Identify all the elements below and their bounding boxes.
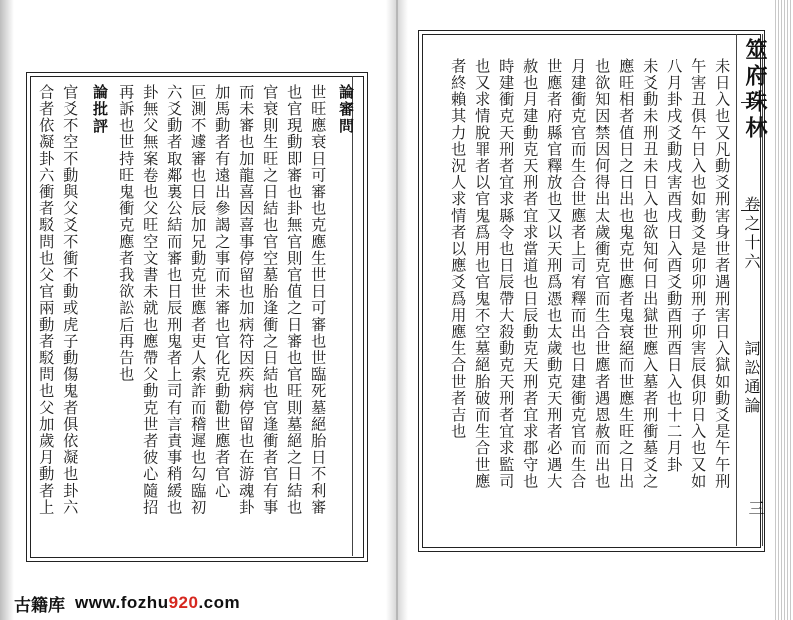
left-page-edge [0, 0, 14, 620]
watermark-site-name: 古籍库 [14, 595, 65, 615]
right-column-8: 世應者府縣官釋放也又以天刑爲憑也太歲動克天刑者必遇大 [545, 58, 564, 490]
watermark-url-number: 920 [168, 593, 199, 612]
watermark-url-prefix: www.fozhu [75, 593, 169, 612]
left-column-6: 叵測不遽審也日辰加兄動克世應者吏人索詐而稽遲也勾臨初 [189, 84, 208, 516]
site-watermark [0, 586, 344, 620]
left-column-3: 官衰則生旺之日結也官空墓胎逢衝之日結也官逢衝者官有事 [261, 84, 280, 516]
watermark-url[interactable] [75, 593, 240, 613]
right-column-5: 應旺相者值日之日出也鬼克世應者鬼衰絕而世應生旺之日出 [617, 58, 636, 490]
banner-rule-left [736, 34, 737, 546]
right-column-12: 者終賴其力也況人求情者以應爻爲用應生合世者吉也 [449, 58, 468, 440]
right-column-4: 未爻動未刑丑未日入也欲知何日出獄世應入墓者刑衝墓爻之 [641, 58, 660, 490]
book-title: 筮府珠林 [742, 38, 768, 142]
section-title-pipin: 論批評 [91, 84, 109, 135]
right-column-7: 月建衝克官而生合世應者上司宥釋而出也日建衝克官而生合 [569, 58, 588, 490]
right-column-1: 未日入也又凡動爻刑害身世者遇刑害日入獄如動爻是午午刑 [713, 58, 732, 490]
right-column-2: 午害丑俱午日入也如動爻是卯卯刑子卯害辰俱卯日入也又如 [689, 58, 708, 490]
volume-label: 卷之十六 [742, 196, 761, 272]
right-column-3: 八月卦戌爻動戌害酉戌日入酉爻動酉刑酉日入也十二月卦 [665, 58, 684, 473]
right-column-9: 赦也月建動克天刑者宜求當道也日辰動克天刑者宜求郡守也 [521, 58, 540, 490]
section-title-shenwen: 論審問 [337, 84, 355, 135]
left-column-11: 合者依凝卦六衝者駁問也父官兩動者駁問也父加歲月動者上 [37, 84, 56, 516]
left-column-4: 而未審也加龍喜因喜事停留也加病符因疾病停留也在游魂卦 [237, 84, 256, 516]
left-column-8: 卦無父無案卷也父旺空文書未就也應帶父動克世者彼心隨招 [141, 84, 160, 516]
book-spine [386, 0, 408, 620]
watermark-url-suffix: .com [198, 593, 241, 612]
right-page-edge [773, 0, 793, 620]
left-banner-rule [352, 76, 353, 556]
left-column-1: 世旺應衰日可審也克應生世日可審也世臨死墓絕胎日不利審 [309, 84, 328, 516]
section-label: 詞訟通論 [742, 340, 761, 416]
left-column-5: 加馬動者有遠出參謁之事而未審也官化克動勸世應者官心 [213, 84, 232, 499]
page-number: 三 [746, 500, 765, 519]
left-column-10: 官爻不空不動與父爻不衝不動或虎子動傷鬼者俱依凝也卦六 [61, 84, 80, 516]
right-column-11: 也又求情脫罪者以官鬼爲用也官鬼不空墓絕胎破而生合世應 [473, 58, 492, 490]
left-column-2: 也官現動即審也卦無官則官值之日審也官旺則墓絕之日結也 [285, 84, 304, 516]
right-column-6: 也欲知因禁因何得出太歲衝克官而生合世應者遇恩赦而出也 [593, 58, 612, 490]
left-column-9: 再訴也世持旺鬼衝克應者我欲訟后再告也 [117, 84, 136, 383]
right-column-10: 時建衝克天刑者宜求縣令也日辰帶大殺動克天刑者宜求監司 [497, 58, 516, 490]
left-column-7: 六爻動者取鄰裏公結而審也日辰刑鬼者上司有言責事稍緩也 [165, 84, 184, 516]
